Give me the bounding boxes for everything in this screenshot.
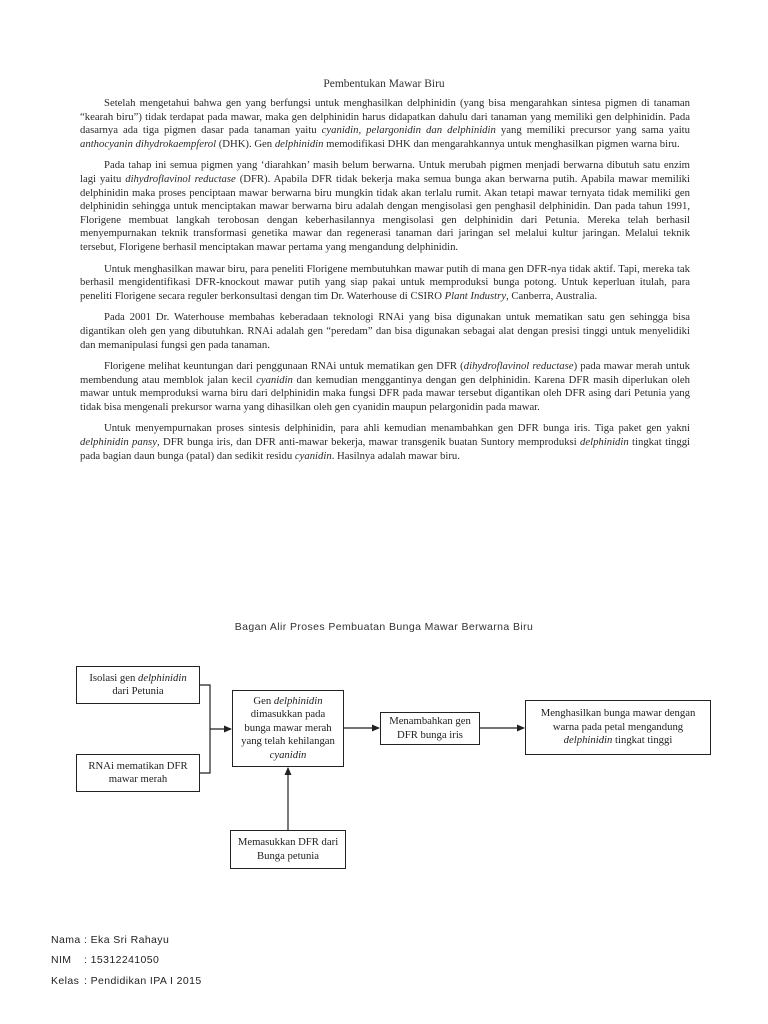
- box-dfr-iris-text: Menambahkan gen DFR bunga iris: [389, 715, 471, 741]
- box-gen-delphinidin: [232, 690, 344, 767]
- document-title: Pembentukan Mawar Biru: [323, 78, 445, 90]
- flowchart-title: Bagan Alir Proses Pembuatan Bunga Mawar Berwarna Biru: [234, 621, 534, 633]
- box-hasil-text: Menghasilkan bunga mawar dengan warna pada petal mengandung delphinidin tingkat tinggi: [540, 707, 696, 747]
- paragraph-3: Untuk menghasilkan mawar biru, para peneliti Florigene membutuhkan mawar putih di mana gen DFR-nya tidak aktif. Tapi, mereka tak berhasil mengidentifikasi DFR-knockout mawar putih yang siap pakai untuk memproduksi bunga potong. Untuk keperluan itulah, para peneliti Florigene secara reguler berkonsultasi dengan tim Dr. Waterhouse di CSIRO Plant Industry, Canberra, Australia.: [80, 262, 690, 302]
- nama-value: : Eka Sri Rahayu: [84, 934, 170, 946]
- box-rnai-text: RNAi mematikan DFR mawar merah: [88, 759, 188, 785]
- body-text: [80, 97, 690, 471]
- footer-kelas: [51, 975, 202, 987]
- connector-rnai-to-gen: [200, 729, 210, 773]
- paragraph-2: Pada tahap ini semua pigmen yang ‘diarahkan’ masih belum berwarna. Untuk merubah pigmen menjadi berwarna dibutuh satu enzim lagi yaitu dihydroflavinol reductase (DFR). Apabila DFR tidak bekerja maka semua bunga akan berwarna putih. Apabila mawar memiliki delphinidin maka proses penciptaan mawar berwarna biru mungkin tidak akan terlalu rumit. Akan tetapi mawar ternyata tidak memiliki gen delphinidin sehingga untuk menciptakan mawar berwarna biru adalah dengan mengisolasi gen penghasil delphinidin. Dan pada tahun 1991, Florigene membuat langkah terobosan dengan keberhasilannya mengisolasi gen delphinidin dari Petunia. Mereka telah berhasil menyempurnakan teknik transformasi genetika mawar dan regenerasi tanaman dari jaringan sel melalui kultur jaringan. Melalui teknik tersebut, Florigene berhasil menciptakan mawar pertama yang mengandung delphinidin.: [80, 159, 690, 253]
- nim-value: : 15312241050: [84, 954, 160, 966]
- connector-isolasi-to-gen: [200, 685, 210, 729]
- kelas-label: Kelas: [51, 975, 80, 987]
- paragraph-5: Florigene melihat keuntungan dari penggunaan RNAi untuk mematikan gen DFR (dihydroflavinol reductase) pada mawar merah untuk membendung atau memblok jalan kecil cyanidin dan kemudian menggantinya dengan gen delphinidin. Karena DFR masih diperlukan oleh mawar untuk memproduksi warna biru dari delphinidin maka fungsi DFR pada mawar tersebut digantikan oleh DFR asing dari Petunia yang tidak bisa mengenali prekursor warna yang dihasilkan oleh gen cyanidin maupun pelargonidin pada mawar.: [80, 360, 691, 413]
- paragraph-4: Pada 2001 Dr. Waterhouse membahas keberadaan teknologi RNAi yang bisa digunakan untuk mematikan satu gen sehingga bisa digantikan oleh gen yang dibutuhkan. RNAi adalah gen “peredam” dan bisa digunakan sebagai alat dengan presisi tinggi untuk menyelidiki dan memanipulasi fungsi gen pada tanaman.: [80, 311, 690, 351]
- box-masukkan-dfr: [230, 830, 346, 869]
- box-rnai: [76, 754, 200, 792]
- box-hasil: [525, 700, 711, 755]
- box-isolasi-text: Isolasi gen delphinidin dari Petunia: [89, 671, 187, 697]
- box-dfr-iris: [380, 712, 480, 745]
- kelas-value: : Pendidikan IPA I 2015: [84, 975, 202, 987]
- nim-label: NIM: [51, 954, 72, 966]
- box-isolasi-gen: [76, 666, 200, 704]
- box-gen-text: Gen delphinidin dimasukkan pada bunga mawar merah yang telah kehilangan cyanidin: [241, 694, 335, 761]
- footer-nim: [51, 954, 159, 966]
- paragraph-1: Setelah mengetahui bahwa gen yang berfungsi untuk menghasilkan delphinidin (yang bisa mengarahkan sintesa pigmen di tanaman “kearah biru”) tidak terdapat pada mawar, maka gen delphinidin harus didapatkan dahulu dari tanaman yang memiliki gen delphinidin. Pada dasarnya ada tiga pigmen dasar pada tanaman yaitu cyanidin, pelargonidin dan delphinidin yang memiliki precursor yang sama yaitu anthocyanin dihydrokaempferol (DHK). Gen delphinidin memodifikasi DHK dan mengarahkannya untuk menghasilkan pigmen warna biru.: [80, 97, 690, 150]
- footer-nama: [51, 934, 169, 946]
- nama-label: Nama: [51, 934, 81, 946]
- box-masukkan-text: Memasukkan DFR dari Bunga petunia: [237, 836, 339, 862]
- paragraph-6: Untuk menyempurnakan proses sintesis delphinidin, para ahli kemudian menambahkan gen DFR bunga iris. Tiga paket gen yakni delphinidin pansy, DFR bunga iris, dan DFR anti-mawar bekerja, mawar transgenik buatan Suntory memproduksi delphinidin tingkat tinggi pada bagian daun bunga (patal) dan sedikit residu cyanidin. Hasilnya adalah mawar biru.: [80, 422, 691, 462]
